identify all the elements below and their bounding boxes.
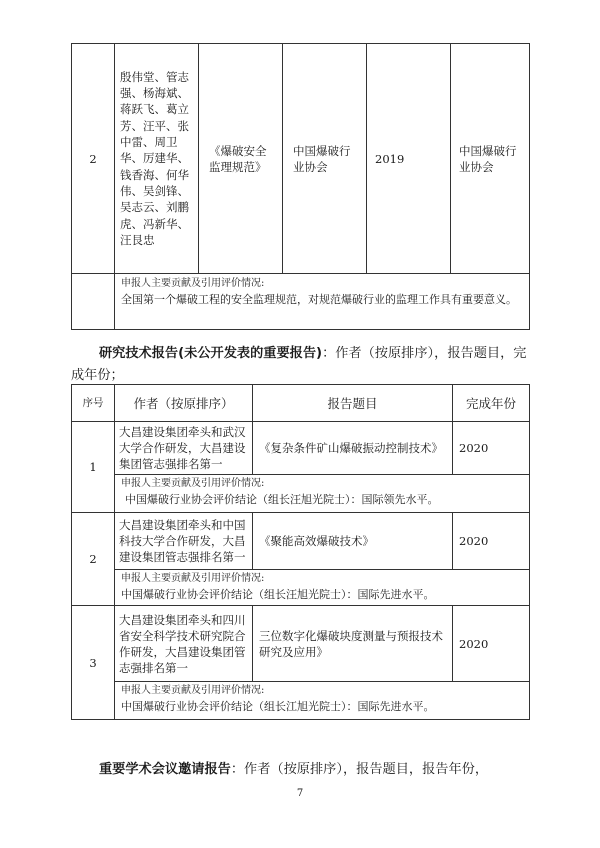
- row-year: 2020: [453, 422, 530, 475]
- row-index: 1: [72, 422, 115, 513]
- table-header-row: [72, 385, 530, 422]
- heading-rest: ：作者（按原排序），报告题目，报告年份，: [230, 762, 489, 777]
- row-index: 2: [72, 44, 115, 274]
- row-year: 2020: [453, 606, 530, 682]
- note-cell: [115, 274, 530, 330]
- note-text: 中国爆破行业协会评价结论（组长汪旭光院士）：国际领先水平。: [125, 493, 439, 506]
- row-year: 2020: [453, 513, 530, 570]
- row-publisher: 中国爆破行业协会: [283, 44, 367, 274]
- table-row: [72, 606, 530, 682]
- row-authors: 大昌建设集团牵头和武汉大学合作研发，大昌建设集团管志强排名第一: [115, 422, 253, 475]
- row-authors: 大昌建设集团牵头和四川省安全科学技术研究院合作研发，大昌建设集团管志强排名第一: [115, 606, 253, 682]
- page-number: 7: [296, 788, 304, 799]
- row-index: 3: [72, 606, 115, 720]
- note-text: 全国第一个爆破工程的安全监理规范，对规范爆破行业的监理工作具有重要意义。: [121, 293, 517, 306]
- note-label: 申报人主要贡献及引用评价情况:: [121, 573, 265, 584]
- header-index: 序号: [72, 385, 115, 422]
- header-authors: 作者（按原排序）: [115, 385, 253, 422]
- note-label: 申报人主要贡献及引用评价情况:: [121, 685, 265, 696]
- heading-rest: ：作者（按原排序），报告题目，完成年份；: [71, 346, 527, 383]
- table-row: [72, 570, 530, 606]
- section-heading-conference: [71, 759, 533, 781]
- row-authors: 殷伟堂、管志强、杨海斌、蒋跃飞、葛立芳、汪平、张中雷、周卫华、厉建华、钱香海、何华伟、吴剑锋、吴志云、刘鹏虎、冯新华、汪艮忠: [115, 44, 199, 274]
- row-title: 《复杂条件矿山爆破振动控制技术》: [253, 422, 453, 475]
- row-index: 2: [72, 513, 115, 606]
- row-title: 三位数字化爆破块度测量与预报技术研究及应用》: [253, 606, 453, 682]
- note-cell: [115, 570, 530, 606]
- row-title: 《聚能高效爆破技术》: [253, 513, 453, 570]
- publications-table: [71, 43, 530, 330]
- note-cell: [115, 475, 530, 513]
- note-text: 中国爆破行业协会评价结论（组长江旭光院士）：国际先进水平。: [121, 700, 435, 713]
- header-title: 报告题目: [253, 385, 453, 422]
- heading-bold: 研究技术报告(未公开发表的重要报告): [99, 346, 323, 361]
- row-title: 《爆破安全监理规范》: [199, 44, 283, 274]
- table-row: [72, 422, 530, 475]
- research-report-table: [71, 384, 530, 720]
- note-label: 申报人主要贡献及引用评价情况:: [121, 478, 265, 489]
- table-row: [72, 274, 530, 330]
- heading-bold: 重要学术会议邀请报告: [99, 762, 231, 777]
- note-label: 申报人主要贡献及引用评价情况:: [121, 278, 265, 289]
- table-row: [72, 682, 530, 720]
- note-cell: [115, 682, 530, 720]
- table-row: [72, 44, 530, 274]
- table-row: [72, 475, 530, 513]
- row-authors: 大昌建设集团牵头和中国科技大学合作研发，大昌建设集团管志强排名第一: [115, 513, 253, 570]
- header-year: 完成年份: [453, 385, 530, 422]
- section-heading-research: [71, 343, 533, 387]
- row-year: 2019: [367, 44, 451, 274]
- table-row: [72, 513, 530, 570]
- row-owner: 中国爆破行业协会: [451, 44, 530, 274]
- note-text: 中国爆破行业协会评价结论（组长汪旭光院士）：国际先进水平。: [121, 588, 435, 601]
